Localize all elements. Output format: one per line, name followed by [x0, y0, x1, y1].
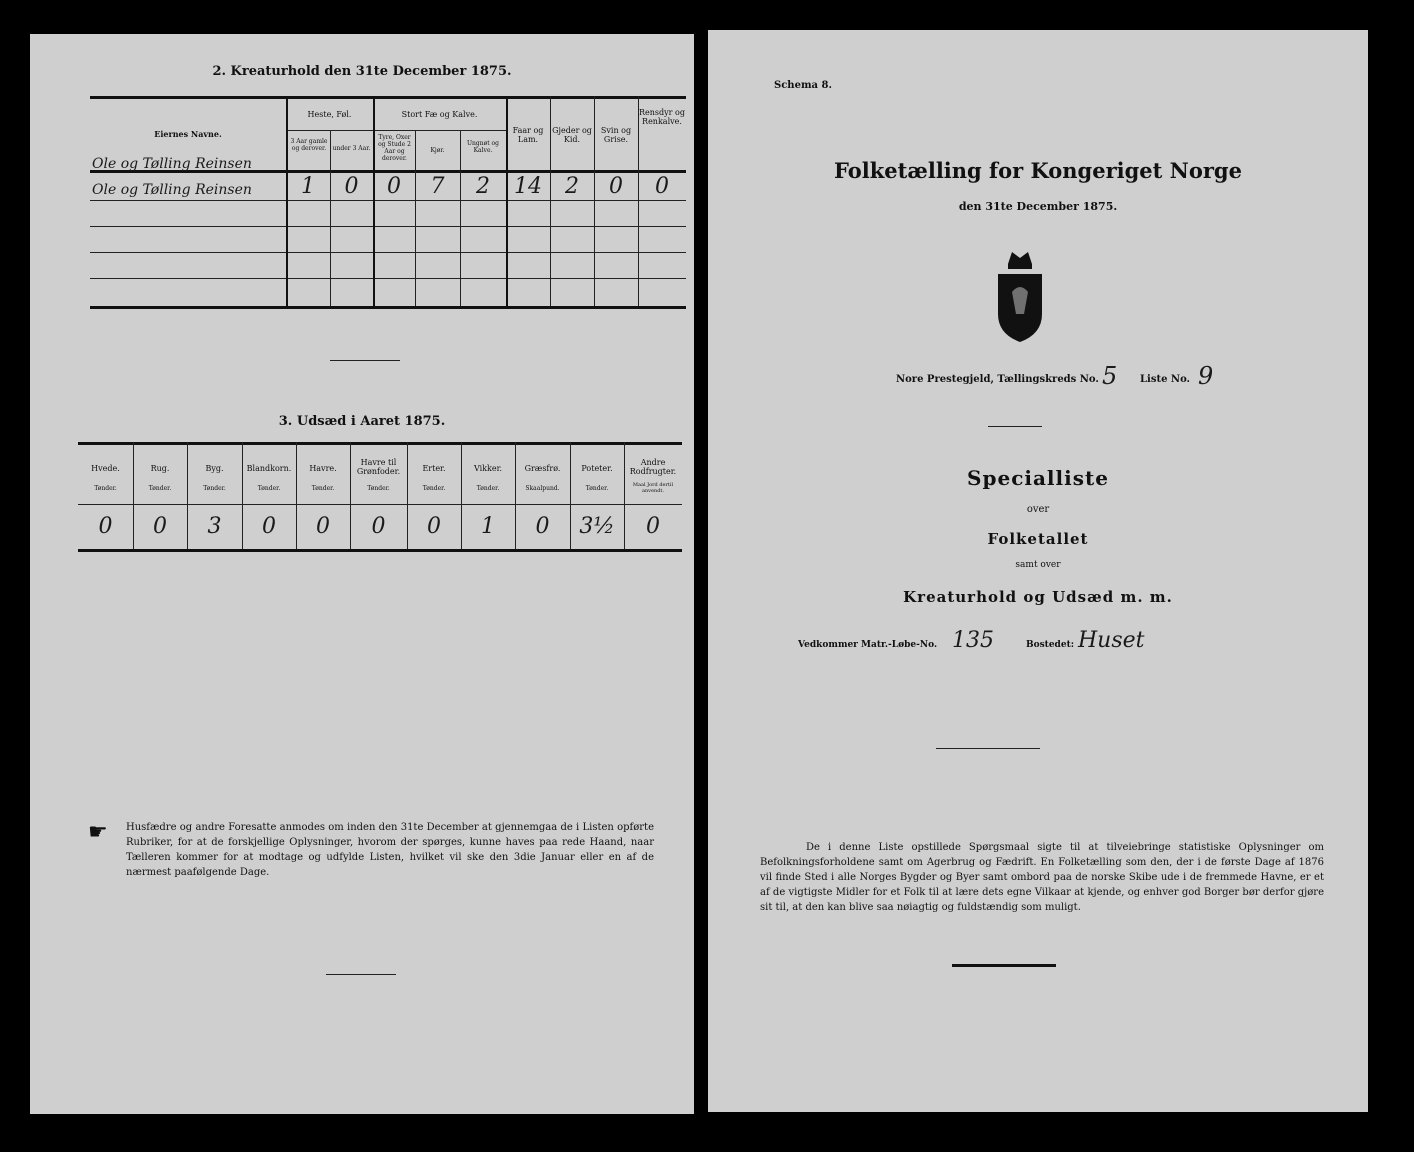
crop-header-rug: Rug. [150, 464, 170, 473]
crop-rule [78, 549, 682, 552]
crop-unit: Tønder. [94, 485, 117, 492]
liste-number: 9 [1198, 362, 1214, 390]
form-date: den 31te December 1875. [958, 200, 1118, 213]
crop-unit: Tønder. [422, 485, 446, 492]
table-rule [90, 278, 686, 279]
notice-text: Husfædre og andre Foresatte anmodes om inden den 31te December at gjennemgaa de i Listen opførte Rubriker, for at de forskjellige Oplysninger, hvorom der spørges, kunne haves paa rede Haand, naar Tælleren kommer for at modtage og udfylde Listen, hvilket vil ske den 3die Januar eller en af de nærmest paafølgende Dage. [126, 822, 654, 878]
col-rensdyr: Rensdyr og Renkalve. [639, 108, 685, 126]
crop-value-hvede: 0 [98, 514, 113, 539]
crop-value-rug: 0 [153, 514, 167, 539]
table-rule [90, 306, 686, 309]
table-rule [90, 96, 686, 99]
crop-header-erter: Erter. [422, 464, 446, 473]
heste-a-value: 1 [301, 174, 315, 199]
crop-unit: Tønder. [148, 485, 172, 492]
stort-a-value: 0 [387, 174, 401, 199]
crop-header-graesfro: Græsfrø. [524, 464, 561, 473]
crop-unit: Tønder. [367, 485, 390, 492]
crop-value-blandkorn: 0 [262, 514, 276, 539]
stort-c-value: 2 [476, 174, 490, 199]
table-rule [90, 226, 686, 227]
pointing-hand-icon: ☛ [88, 820, 108, 845]
crop-value-andre: 0 [646, 514, 660, 539]
col-gjeder: Gjeder og Kid. [552, 126, 592, 144]
specialliste: Specialliste [967, 466, 1109, 490]
table-divider [415, 130, 416, 306]
crop-header-havre: Havre. [309, 464, 337, 473]
separator [936, 748, 1040, 749]
table-divider [460, 130, 461, 306]
table-rule [90, 252, 686, 253]
col-heste-header: Heste, Føl. [307, 110, 352, 119]
row1-owner: Ole og Tølling Reinsen [92, 156, 252, 172]
table-rule [286, 130, 506, 131]
svin-value: 0 [609, 174, 623, 199]
right-page [708, 30, 1368, 1112]
col-stort-c: Ungnøt og Kalve. [466, 140, 499, 154]
crop-rule [78, 442, 682, 445]
crop-unit: Tønder. [311, 485, 335, 492]
crop-header-andre: Andre Rodfrugter. [629, 458, 677, 476]
col-stort-header: Stort Fæ og Kalve. [401, 110, 478, 119]
crop-value-vikker: 1 [481, 514, 495, 539]
col-owner-header: Eiernes Navne. [154, 129, 222, 139]
crop-header-hvede: Hvede. [91, 464, 120, 473]
faar-value: 14 [514, 174, 542, 199]
separator [952, 964, 1056, 967]
crop-header-byg: Byg. [205, 464, 224, 473]
crop-unit: Tønder. [476, 485, 500, 492]
bosted-value: Huset [1078, 628, 1145, 653]
crop-header-vikker: Vikker. [473, 464, 503, 473]
rensdyr-value: 0 [655, 174, 669, 199]
stort-b-value: 7 [430, 174, 445, 199]
section2-title: 2. Kreaturhold den 31te December 1875. [212, 64, 512, 79]
col-faar: Faar og Lam. [512, 126, 544, 144]
table-divider [286, 96, 288, 306]
table-divider [330, 130, 331, 306]
bosted-label: Bostedet: [1026, 640, 1075, 650]
gjeder-value: 2 [565, 174, 579, 199]
samt-over: samt over [1015, 560, 1061, 570]
schema-label: Schema 8. [774, 80, 832, 91]
coat-of-arms-icon [990, 244, 1050, 344]
parish-label: Nore Prestegjeld, Tællingskreds No. [896, 374, 1099, 385]
crop-value-erter: 0 [427, 514, 441, 539]
matr-label: Vedkommer Matr.-Løbe-No. [798, 640, 938, 650]
footer-text: De i denne Liste opstillede Spørgsmaal sigte til at tilveiebringe statistiske Oplysninger om Befolkningsforholdene samt om Agerbrug og Fædrift. En Folketælling som den, der i de første Dage af 1876 vil finde Sted i alle Norges Bygder og Byer samt ombord paa de norske Skibe ude i de fremmede Havne, er et af de vigtigste Midler for et Folk til at lære dets egne Vilkaar at kjende, og enhver god Borger bør derfor gjøre sit til, at den kan blive saa nøiagtig og fuldstændig som muligt. [760, 842, 1324, 913]
crop-unit: Tønder. [257, 485, 281, 492]
liste-label: Liste No. [1140, 374, 1191, 385]
table-rule [90, 200, 686, 201]
crop-unit: Maal Jord dertil anvendt. [632, 482, 674, 494]
separator [988, 426, 1042, 427]
crop-value-havre-gron: 0 [371, 514, 386, 539]
crop-header-havre-gron: Havre til Grønfoder. [356, 458, 401, 476]
parish-number: 5 [1102, 362, 1118, 390]
col-stort-b: Kjør. [430, 147, 445, 154]
row2-owner: Ole og Tølling Reinsen [92, 182, 252, 198]
crop-unit: Skaalpund. [525, 485, 560, 492]
heste-b-value: 0 [344, 174, 359, 199]
kreaturhold-title: Kreaturhold og Udsæd m. m. [903, 588, 1173, 606]
crop-value-byg: 3 [207, 514, 222, 539]
table-divider [373, 96, 375, 306]
crop-header-poteter: Poteter. [581, 464, 613, 473]
crop-value-poteter: 3½ [579, 514, 615, 539]
col-heste-a: 3 Aar gamle og derover. [290, 138, 328, 152]
col-svin: Svin og Grise. [600, 126, 632, 144]
left-page [30, 34, 694, 1114]
folketallet: Folketallet [987, 530, 1089, 548]
crop-rule [78, 504, 682, 505]
crop-unit: Tønder. [585, 485, 609, 492]
separator [326, 974, 396, 975]
separator [330, 360, 400, 361]
crop-unit: Tønder. [203, 485, 226, 492]
over-label: over [1026, 504, 1050, 515]
crop-header-blandkorn: Blandkorn. [246, 464, 292, 473]
col-heste-b: under 3 Aar. [332, 145, 371, 152]
section3-title: 3. Udsæd i Aaret 1875. [278, 414, 446, 429]
table-divider [638, 96, 639, 306]
matr-number: 135 [952, 628, 994, 653]
form-title: Folketælling for Kongeriget Norge [834, 158, 1242, 183]
col-stort-a: Tyre, Oxer og Stude 2 Aar og derover. [378, 134, 411, 162]
crop-value-graesfro: 0 [535, 514, 550, 539]
crop-value-havre: 0 [316, 514, 330, 539]
